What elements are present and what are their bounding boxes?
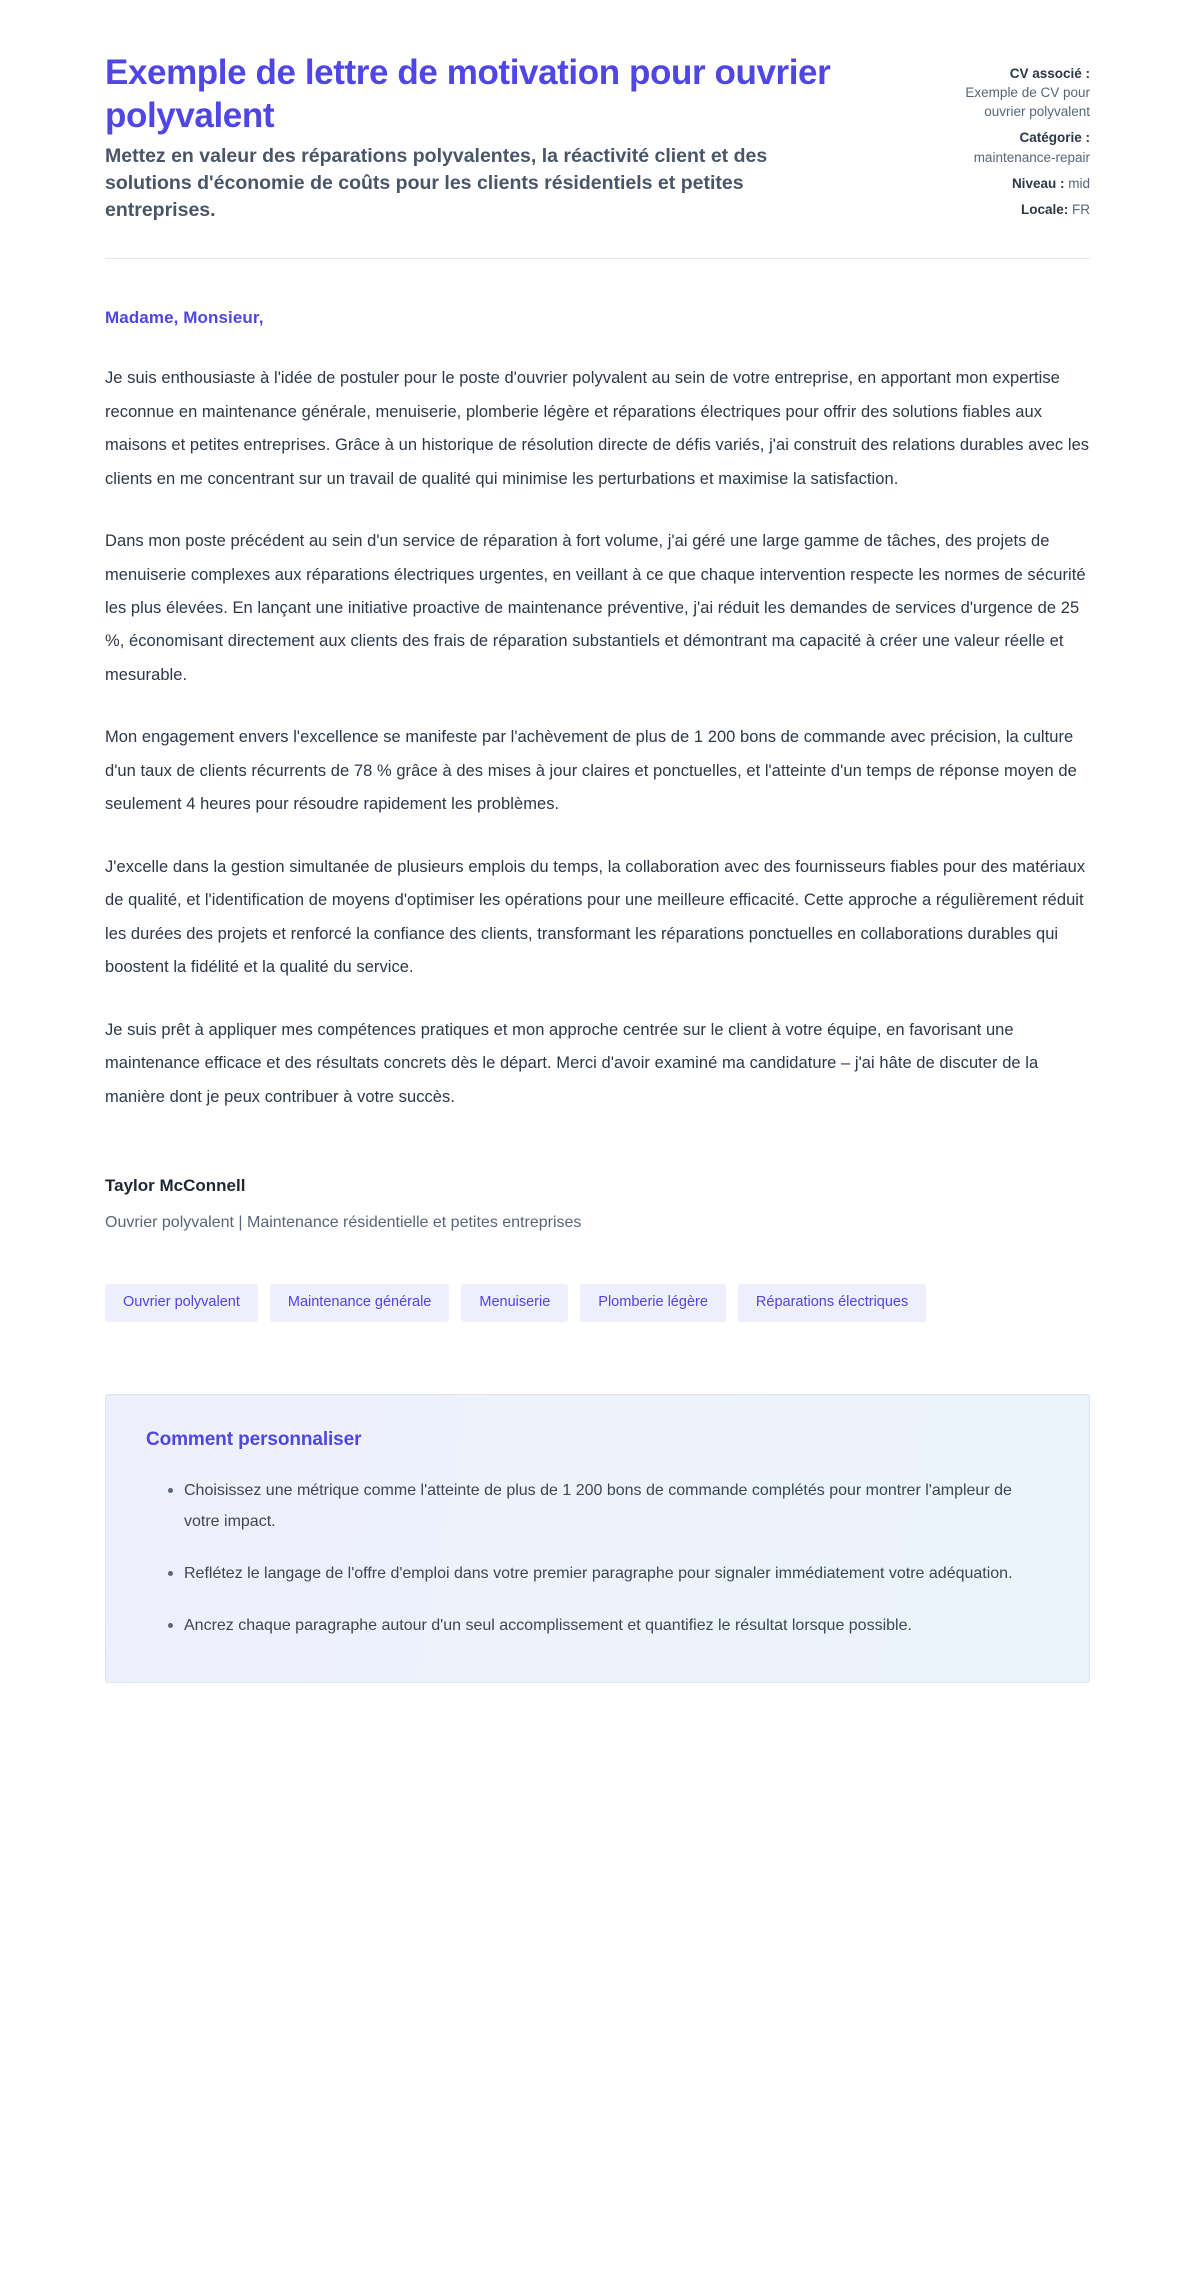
metadata-level: [940, 174, 1090, 193]
signature-name: Taylor McConnell: [105, 1176, 246, 1196]
metadata-level-label: Niveau :: [1011, 175, 1065, 191]
letter-paragraph: Mon engagement envers l'excellence se manifeste par l'achèvement de plus de 1 200 bons de commande avec précision, la culture d'un taux de clients récurrents de 78 % grâce à des mises à jour claires et ponctuelles, et l'atteinte d'un temps de réponse moyen de seulement 4 heures pour résoudre rapidement les problèmes.: [105, 728, 1077, 814]
callout-tip-item: Choisissez une métrique comme l'atteinte de plus de 1 200 bons de commande complétés pour montrer l'ampleur de votre impact.: [168, 1475, 1049, 1537]
metadata-category-value: maintenance-repair: [973, 149, 1090, 165]
header-divider: [105, 258, 1090, 259]
page-header: [0, 0, 1200, 224]
header-title-block: [105, 52, 850, 224]
tag-list: [0, 1284, 1200, 1322]
metadata-related-cv-label: CV associé :: [1009, 66, 1090, 81]
metadata-category: [940, 128, 1090, 166]
metadata-locale-label: Locale:: [1020, 201, 1069, 217]
callout-tip-item: Reflétez le langage de l'offre d'emploi dans votre premier paragraphe pour signaler immédiatement votre adéquation.: [168, 1558, 1049, 1589]
callout-tip-item: Ancrez chaque paragraphe autour d'un seul accomplissement et quantifiez le résultat lorsque possible.: [168, 1610, 1049, 1641]
tag-chip[interactable]: Plomberie légère: [580, 1284, 726, 1322]
page-subtitle: Mettez en valeur des réparations polyvalentes, la réactivité client et des solutions d'économie de coûts pour les clients résidentiels et petites entreprises.: [105, 145, 768, 222]
page-bottom-spacer: [0, 1683, 1200, 1763]
callout-title: Comment personnaliser: [146, 1428, 362, 1450]
page-title: Exemple de lettre de motivation pour ouvrier polyvalent: [105, 53, 831, 135]
tag-chip[interactable]: Réparations électriques: [738, 1284, 926, 1322]
metadata-locale-value: FR: [1072, 201, 1090, 217]
letter-salutation: Madame, Monsieur,: [105, 308, 264, 328]
metadata-related-cv: [940, 64, 1090, 121]
letter-signature: [105, 1176, 1090, 1232]
letter-paragraph: Dans mon poste précédent au sein d'un service de réparation à fort volume, j'ai géré une large gamme de tâches, des projets de menuiserie complexes aux réparations électriques urgentes, en veillant à ce que chaque intervention respecte les normes de sécurité les plus élevées. En lançant une initiative proactive de maintenance préventive, j'ai réduit les demandes de services d'urgence de 25 %, économisant directement aux clients des frais de réparation substantiels et démontrant ma capacité à créer une valeur réelle et mesurable.: [105, 532, 1086, 684]
callout-tip-list: [146, 1475, 1049, 1642]
metadata-locale: [940, 200, 1090, 219]
metadata-related-cv-value: Exemple de CV pour ouvrier polyvalent: [965, 85, 1090, 120]
tag-chip[interactable]: Ouvrier polyvalent: [105, 1284, 258, 1322]
letter-paragraph: Je suis enthousiaste à l'idée de postuler pour le poste d'ouvrier polyvalent au sein de votre entreprise, en apportant mon expertise reconnue en maintenance générale, menuiserie, plomberie légère et réparations électriques pour offrir des solutions fiables aux maisons et petites entreprises. Grâce à un historique de résolution directe de défis variés, j'ai construit des relations durables avec les clients en me concentrant sur un travail de qualité qui minimise les perturbations et maximise la satisfaction.: [105, 369, 1090, 488]
letter-body: [0, 308, 1200, 1232]
tag-chip[interactable]: Menuiserie: [461, 1284, 568, 1322]
metadata-category-label: Catégorie :: [1019, 130, 1090, 146]
metadata-panel: [940, 52, 1090, 219]
metadata-level-value: mid: [1068, 175, 1090, 191]
customization-callout: [105, 1394, 1090, 1683]
letter-paragraph: Je suis prêt à appliquer mes compétences pratiques et mon approche centrée sur le client à votre équipe, en favorisant une maintenance efficace et des résultats concrets dès le départ. Merci d'avoir examiné ma candidature – j'ai hâte de discuter de la manière dont je peux contribuer à votre succès.: [105, 1020, 1039, 1106]
signature-role: Ouvrier polyvalent | Maintenance résidentielle et petites entreprises: [105, 1214, 582, 1232]
tag-chip[interactable]: Maintenance générale: [270, 1284, 450, 1322]
letter-paragraph: J'excelle dans la gestion simultanée de plusieurs emplois du temps, la collaboration avec des fournisseurs fiables pour des matériaux de qualité, et l'identification de moyens d'optimiser les opérations pour une meilleure efficacité. Cette approche a régulièrement réduit les durées des projets et renforcé la confiance des clients, transformant les réparations ponctuelles en collaborations durables qui boostent la fidélité et la qualité du service.: [105, 857, 1086, 977]
